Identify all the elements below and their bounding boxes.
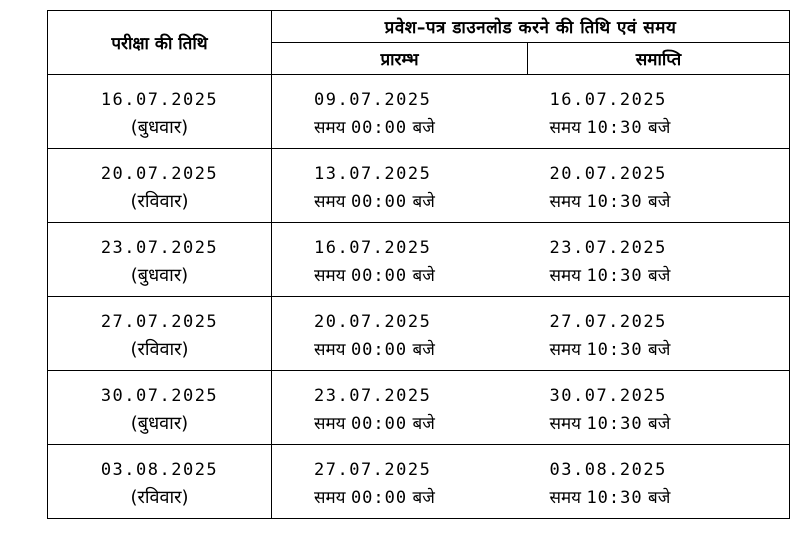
start-cell [272, 75, 528, 149]
table-row [48, 445, 790, 519]
exam-day: (रविवार) [130, 190, 189, 212]
header-download-group: प्रवेश–पत्र डाउनलोड करने की तिथि एवं समय [272, 11, 790, 43]
exam-cell [48, 223, 272, 297]
end-time: समय 10:30 बजे [549, 117, 671, 138]
end-time: समय 10:30 बजे [549, 487, 671, 508]
start-cell [272, 445, 528, 519]
start-date: 23.07.2025 [314, 385, 432, 406]
table-row [48, 297, 790, 371]
exam-day: (रविवार) [130, 338, 189, 360]
start-time: समय 00:00 बजे [314, 487, 435, 508]
exam-cell [48, 149, 272, 223]
start-time: समय 00:00 बजे [314, 339, 435, 360]
end-date: 20.07.2025 [549, 163, 667, 184]
end-cell [528, 297, 790, 371]
end-cell [528, 149, 790, 223]
admit-card-schedule-table [47, 10, 790, 519]
end-date: 27.07.2025 [549, 311, 667, 332]
start-cell [272, 297, 528, 371]
start-date: 09.07.2025 [314, 89, 432, 110]
exam-date: 16.07.2025 [100, 89, 219, 110]
start-time: समय 00:00 बजे [314, 265, 435, 286]
end-time: समय 10:30 बजे [549, 191, 671, 212]
exam-date: 30.07.2025 [100, 385, 219, 406]
end-cell [528, 75, 790, 149]
end-date: 30.07.2025 [549, 385, 667, 406]
start-date: 16.07.2025 [314, 237, 432, 258]
exam-cell [48, 75, 272, 149]
end-time: समय 10:30 बजे [549, 339, 671, 360]
table-row [48, 371, 790, 445]
end-time: समय 10:30 बजे [549, 265, 671, 286]
header-start: प्रारम्भ [272, 43, 528, 75]
table-row [48, 75, 790, 149]
start-time: समय 00:00 बजे [314, 117, 435, 138]
end-cell [528, 445, 790, 519]
start-time: समय 00:00 बजे [314, 413, 435, 434]
end-date: 23.07.2025 [549, 237, 667, 258]
exam-day: (रविवार) [130, 486, 189, 508]
start-date: 20.07.2025 [314, 311, 432, 332]
exam-cell [48, 445, 272, 519]
exam-cell [48, 297, 272, 371]
start-cell [272, 371, 528, 445]
header-end: समाप्ति [528, 43, 790, 75]
exam-date: 20.07.2025 [100, 163, 219, 184]
exam-day: (बुधवार) [130, 264, 189, 286]
end-time: समय 10:30 बजे [549, 413, 671, 434]
start-cell [272, 149, 528, 223]
header-exam-date: परीक्षा की तिथि [48, 11, 272, 75]
start-time: समय 00:00 बजे [314, 191, 435, 212]
end-date: 03.08.2025 [549, 459, 667, 480]
exam-cell [48, 371, 272, 445]
end-date: 16.07.2025 [549, 89, 667, 110]
exam-date: 23.07.2025 [100, 237, 219, 258]
exam-date: 03.08.2025 [100, 459, 219, 480]
start-date: 13.07.2025 [314, 163, 432, 184]
table-row [48, 149, 790, 223]
end-cell [528, 371, 790, 445]
end-cell [528, 223, 790, 297]
exam-date: 27.07.2025 [100, 311, 219, 332]
exam-day: (बुधवार) [130, 412, 189, 434]
start-date: 27.07.2025 [314, 459, 432, 480]
exam-day: (बुधवार) [130, 116, 189, 138]
table-row [48, 223, 790, 297]
start-cell [272, 223, 528, 297]
